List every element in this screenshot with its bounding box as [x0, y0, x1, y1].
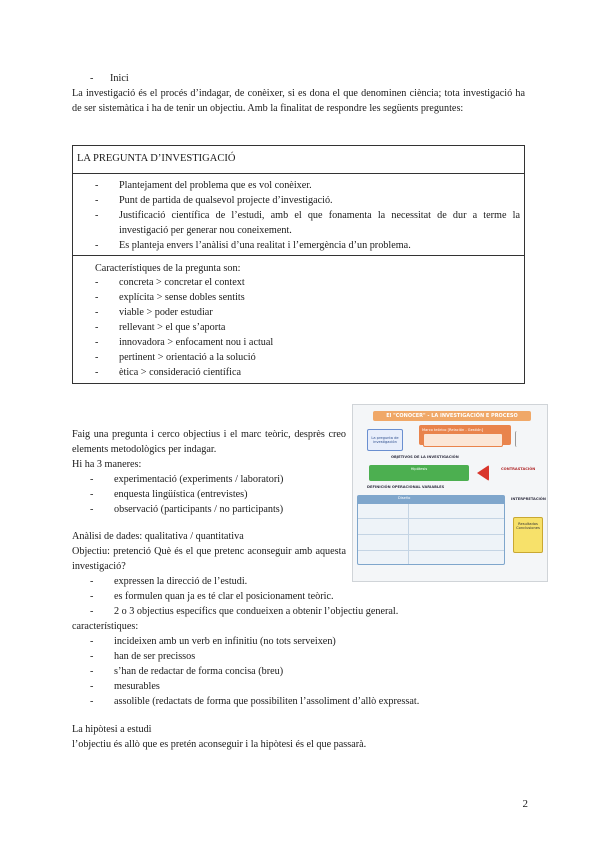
diagram-design-header: [358, 496, 504, 504]
hypothesis-text: l’objectiu és allò que es pretén aconseguir i la hipòtesi és el que passarà.: [72, 739, 367, 750]
inici-dash: -: [90, 73, 94, 84]
box-title: LA PREGUNTA D’INVESTIGACIÓ: [77, 153, 236, 164]
objective-paragraph: Objectiu: pretenció Què és el que pretenc aconseguir amb aquesta investigació?: [72, 546, 346, 572]
diagram-results-label: Resultados Conclusiones: [516, 522, 540, 531]
diagram-question-box: [367, 429, 403, 451]
characteristics-label: característiques:: [72, 621, 139, 632]
intro-paragraph: La investigació és el procés d’indagar, de conèixer, si es dona el que denominen ciència; tota investigació ha de ser sistemàtica i ha de tenir un objectiu. Amb la finalitat de respondre les següents preguntes:: [72, 88, 525, 114]
diagram-title: El "CONOCER" - LA INVESTIGACIÓN E PROCESO: [373, 411, 531, 421]
diagram-results-box: [513, 517, 543, 553]
methods-count: Hi ha 3 maneres:: [72, 459, 142, 470]
diagram-row-line: [358, 534, 504, 535]
diagram-arrow-right: [515, 431, 535, 447]
diagram-row-line: [358, 518, 504, 519]
research-question-box: LA PREGUNTA D’INVESTIGACIÓ - Plantejament del problema que es vol conèixer. - Punt de partida de qualsevol projecte d’investigació. - Justificació científica de l’estudi, amb el que fonamenta la necessitat de dur a terme la investigació per generar nou coneixement. - Es planteja envers l’anàlisi d’una realitat i l’emergència d’un problema. Característiques de la pregunta son: - concreta > concretar el context - explícita > sense dobles sentits - viable > poder estudiar - rellevant > el que s’aporta - innovadora > enfocament nou i actual - pertinent > orientació a la solució - ètica > consideració científica: [72, 145, 525, 384]
analysis-title: Anàlisi de dades: qualitativa / quantitativa: [72, 531, 244, 542]
diagram-question-label: La pregunta de investigación: [371, 436, 399, 445]
page-number: 2: [522, 798, 528, 810]
box-divider: [73, 255, 524, 256]
diagram-design-label: Diseño: [398, 496, 411, 500]
diagram-marco-label: Marco teórico [Relación - Gestión]: [422, 428, 483, 432]
diagram-row-line: [358, 550, 504, 551]
diagram-objectives-label: OBJETIVOS DE LA INVESTIGACIÓN: [391, 455, 459, 459]
diagram-contrast-label: CONTRASTACIÓN: [501, 467, 536, 471]
diagram-col-line: [408, 504, 409, 564]
diagram-red-arrow: [477, 465, 489, 481]
diagram-ideas-box: [423, 433, 503, 447]
characteristics-title: Característiques de la pregunta son:: [95, 263, 241, 274]
methods-paragraph: Faig una pregunta i cerco objectius i el marc teòric, desprès creo elements metodològics per indagar.: [72, 429, 346, 455]
research-process-diagram: [352, 404, 548, 582]
diagram-design-table: [357, 495, 505, 565]
diagram-hypothesis-box: [369, 465, 469, 481]
hypothesis-title: La hipòtesi a estudi: [72, 724, 152, 735]
diagram-definition-label: DEFINICIÓN OPERACIONAL VARIABLES: [367, 485, 445, 489]
diagram-hypothesis-label: Hipótesis: [410, 467, 428, 471]
inici-label: Inici: [110, 73, 129, 84]
diagram-interp-label: INTERPRETACIÓN: [511, 497, 546, 501]
box-header: [73, 146, 524, 174]
